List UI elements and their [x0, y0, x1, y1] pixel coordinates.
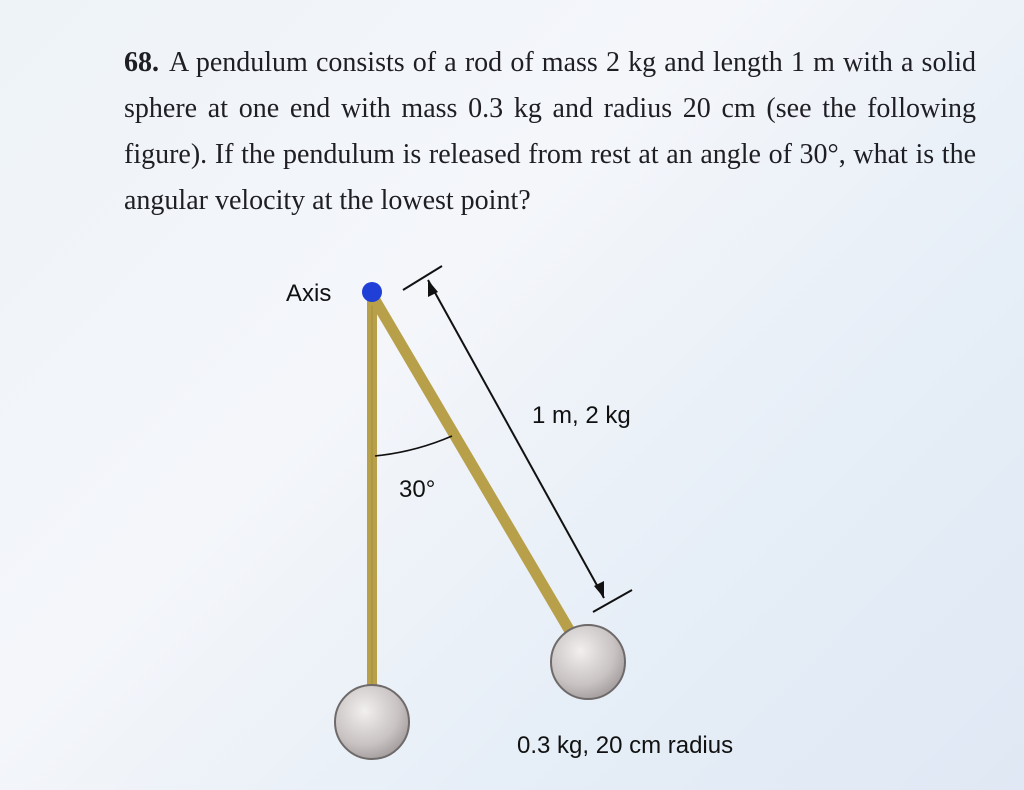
sphere-label: 0.3 kg, 20 cm radius [517, 732, 734, 759]
dimension-cap-top [403, 266, 442, 290]
displaced-rod [375, 300, 574, 638]
problem-number: 68. [124, 47, 159, 78]
pivot-point [362, 282, 382, 302]
sphere-rest [335, 685, 409, 759]
sphere-displaced [551, 625, 625, 699]
angle-label: 30° [399, 476, 436, 503]
rod-label: 1 m, 2 kg [532, 402, 631, 429]
angle-arc [375, 436, 452, 456]
dimension-cap-bottom [593, 590, 632, 612]
axis-label: Axis [286, 280, 332, 307]
problem-text: A pendulum consists of a rod of mass 2 kg and length 1 m with a solid sphere at one end with mass 0.3 kg and radius 20 cm (see the following figure). If the pendulum is released from rest at an angle of 30°, what is the angular velocity at the lowest point? [124, 47, 976, 216]
